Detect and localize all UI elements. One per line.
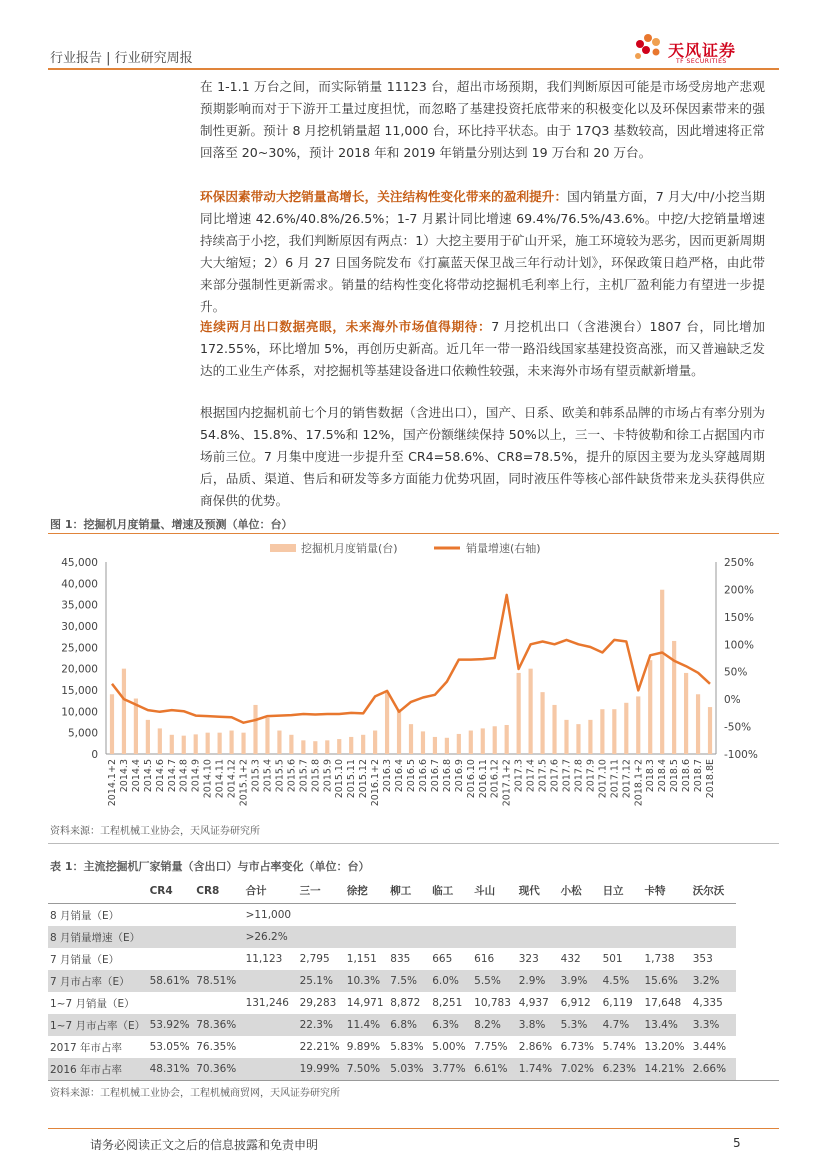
table-cell: 5.3% [559,1014,601,1036]
table-header-cell: 临工 [430,878,472,904]
x-tick-label: 2016.3 [382,759,394,793]
x-tick-label: 2015.7 [298,759,310,793]
bar-monthly-sales [505,725,509,754]
x-tick-label: 2015.9 [322,759,334,793]
market-share-table [48,878,736,1080]
chart-bars [110,590,712,754]
bar-monthly-sales [576,724,580,754]
table-cell: 58.61% [148,970,195,992]
table-cell: 48.31% [148,1058,195,1080]
line-sales-growth [112,595,710,723]
x-tick-label: 2015.11 [346,759,358,799]
table-cell: 4,335 [692,997,723,1009]
table-cell: 2.66% [691,1058,736,1080]
x-tick-label: 2016.4 [394,759,406,793]
table-cell: 76.35% [196,1041,237,1053]
table-cell: 4.5% [601,970,643,992]
table-header-cell: 日立 [601,878,643,904]
table-cell: 53.92% [148,1014,195,1036]
table-cell: 22.21% [299,1041,340,1053]
legend-line-label: 销量增速(右轴) [466,542,541,555]
table-cell: 835 [390,953,411,965]
paragraph-lead: 环保因素带动大挖销量高增长，关注结构性变化带来的盈利提升： [200,189,568,204]
table-cell: 4,937 [518,997,549,1009]
bar-monthly-sales [253,705,257,754]
x-tick-label: 2014.6 [154,759,166,793]
figure-source: 资料来源：工程机械工业协会，天风证券研究所 [50,826,260,837]
bar-monthly-sales [684,673,688,754]
bar-monthly-sales [122,669,126,754]
logo-subtitle: TF SECURITIES [676,58,727,65]
logo-petal-icon [653,49,660,56]
bar-monthly-sales [241,733,245,754]
bar-monthly-sales [361,735,365,754]
table-cell [194,992,243,1014]
y-right-tick-label: -100% [724,749,758,761]
table-source: 资料来源：工程机械工业协会，工程机械商贸网，天风证券研究所 [50,1088,340,1099]
table-row [48,904,736,927]
table-cell [194,926,243,948]
bar-monthly-sales [600,709,604,754]
x-tick-label: 2014.12 [226,759,238,799]
x-tick-label: 2015.5 [274,759,286,793]
table-cell [194,904,243,927]
table-cell: 6,119 [602,997,633,1009]
x-tick-label: 2015.12 [358,759,370,799]
logo-petal-icon [642,46,650,54]
table-header-cell: 卡特 [642,878,690,904]
paragraph-text: 根据国内挖掘机前七个月的销售数据（含进出口），国产、日系、欧美和韩系品牌的市场占有率分别为 54.8%、15.8%、17.5%和 12%，国产份额继续保持 50%以上，三一、卡特彼勒和徐工占据国内市场前三位。7 月集中度进一步提升至 CR4=58.6%、CR8=78.5%，提升的原因主要为龙头穿越周期后，品质、渠道、售后和研发等多方面能力优势巩固，同时液压件等核心部件缺货带来龙头获得供应商保供的优势。 [200,405,765,508]
table-cell [691,904,736,927]
y-right-tick-label: 50% [724,666,748,679]
bar-monthly-sales [469,731,473,754]
table-cell: 323 [518,953,539,965]
paragraph-text: 在 1-1.1 万台之间，而实际销量 11123 台，超出市场预期，我们判断原因可能是市场受房地产悲观预期影响而对于下游开工量过度担忧，而忽略了基建投资托底带来的积极变化以及环保因素带来的强制性更新。预计 8 月挖机销量超 11,000 台，环比持平状态。由于 17Q3 基数较高，因此增速将正常回落至 20~30%，预计 2018 年和 2019 年销量分别达到 19 万台和 20 万台。 [200,79,765,160]
table-cell: 7.50% [345,1058,389,1080]
bar-monthly-sales [206,733,210,754]
bar-monthly-sales [672,641,676,754]
table-header-cell: 小松 [559,878,601,904]
table-cell: 501 [602,953,623,965]
table-cell [298,904,345,927]
table-cell: 4.7% [601,1014,643,1036]
y-right-tick-label: 100% [724,639,755,652]
y-left-tick-label: 40,000 [61,578,98,591]
table-cell: 70.36% [194,1058,243,1080]
table-cell [601,926,643,948]
x-tick-label: 2015.1+2 [238,759,250,807]
table-row [48,992,736,1014]
table-cell [472,926,517,948]
bar-monthly-sales [277,731,281,754]
table-cell: 13.20% [644,1041,685,1053]
table-cell: 5.00% [432,1041,466,1053]
x-tick-label: 2014.11 [214,759,226,799]
footer-divider [48,1128,779,1129]
page-number: 5 [733,1136,741,1150]
bar-monthly-sales [552,705,556,754]
table-title: 表 1：主流挖掘机厂家销量（含出口）与市占率变化（单位：台） [50,860,370,873]
x-tick-label: 2014.3 [118,759,130,793]
table-cell: 11.4% [345,1014,389,1036]
table-cell [559,926,601,948]
table-cell: 10.3% [345,970,389,992]
table-bottom-divider [48,1080,779,1081]
report-category: 行业报告 | 行业研究周报 [50,51,193,66]
x-tick-label: 2017.4 [525,759,537,793]
x-tick-label: 2017.1+2 [501,759,513,807]
y-left-tick-label: 45,000 [61,557,98,569]
bar-monthly-sales [481,728,485,754]
paragraph-text: 7 月挖机出口（含港澳台）1807 台，同比增加 172.55%，环比增加 5%，再创历史新高。近几年一带一路沿线国家基建投资高涨，而又普遍缺乏发达的工业生产体系，对挖掘机等基建设备进口依赖性较强，未来海外市场有望贡献新增量。 [200,319,765,378]
bar-monthly-sales [648,660,652,754]
table-cell: 3.44% [692,1041,727,1053]
logo-petal-icon [652,38,660,46]
table-header-cell: 三一 [298,878,345,904]
bar-monthly-sales [325,740,329,754]
table-cell: 3.9% [559,970,601,992]
y-left-tick-label: 25,000 [61,642,98,655]
bar-monthly-sales [146,720,150,754]
table-cell [148,926,195,948]
table-cell [194,948,243,970]
table-cell: 7.5% [388,970,430,992]
bar-monthly-sales [313,741,317,754]
paragraph-2 [200,186,765,318]
table-row [48,1058,736,1080]
table-cell: 1,738 [644,953,675,965]
table-cell: 13.4% [642,1014,690,1036]
table-cell: 78.51% [194,970,243,992]
x-tick-label: 2016.7 [429,759,441,793]
y-left-tick-label: 0 [91,749,98,761]
y-left-tick-label: 30,000 [61,621,98,633]
bar-monthly-sales [696,694,700,754]
table-cell: 8,872 [390,997,421,1009]
table-cell: 7 月销量（E） [50,953,120,966]
x-tick-label: 2017.8 [573,759,585,793]
x-tick-label: 2014.1+2 [106,759,118,807]
table-cell [244,1014,298,1036]
x-tick-label: 2015.8 [310,759,322,793]
y-right-tick-label: 0% [724,694,741,707]
table-cell: 6.3% [430,1014,472,1036]
table-header-cell: CR8 [194,878,243,904]
figure-divider [48,533,779,534]
paragraph-3 [200,316,765,382]
bar-monthly-sales [397,709,401,754]
table-cell: 14.21% [642,1058,690,1080]
table-cell: >11,000 [245,909,292,921]
table-cell: 7.02% [559,1058,601,1080]
table-cell: 616 [474,953,495,965]
table-cell [345,904,389,927]
table-cell: 10,783 [474,997,511,1009]
chart-x-labels [107,759,716,806]
x-tick-label: 2018.1+2 [633,759,645,807]
table-header-cell: 徐挖 [345,878,389,904]
table-header-cell: 现代 [517,878,559,904]
table-cell: 3.2% [691,970,736,992]
table-cell [642,926,690,948]
y-left-tick-label: 15,000 [61,685,98,697]
x-tick-label: 2015.10 [334,759,346,799]
table-cell: 8.2% [472,1014,517,1036]
x-tick-label: 2017.10 [597,759,609,799]
x-tick-label: 2017.12 [621,759,633,799]
table-cell: 6.0% [430,970,472,992]
table-row [48,970,736,992]
figure-title: 图 1：挖掘机月度销量、增速及预测（单位：台） [50,518,293,531]
x-tick-label: 2015.4 [262,759,274,793]
table-cell: 6.23% [601,1058,643,1080]
bar-monthly-sales [182,736,186,754]
x-tick-label: 2018.7 [693,759,705,793]
x-tick-label: 2016.5 [406,759,417,793]
table-cell: 78.36% [194,1014,243,1036]
table-cell: 17,648 [644,997,682,1009]
y-right-tick-label: 250% [724,557,755,569]
x-tick-label: 2017.3 [513,759,525,793]
table-row [48,948,736,970]
y-left-tick-label: 35,000 [61,599,98,612]
table-cell [472,904,517,927]
x-tick-label: 2016.1+2 [370,759,382,807]
table-cell [148,948,195,970]
y-right-tick-label: 150% [724,611,755,624]
logo-text: 天风证券 [668,41,737,60]
bar-monthly-sales [708,707,712,754]
table-cell: 15.6% [642,970,690,992]
table-cell: 7 月市占率（E） [48,970,148,992]
bar-monthly-sales [373,731,377,754]
table-cell [517,904,559,927]
bar-monthly-sales [110,694,114,754]
bar-monthly-sales [170,735,174,754]
bar-monthly-sales [624,703,628,754]
table-cell [642,904,690,927]
logo-petal-icon [644,34,652,42]
table-cell: 29,283 [299,997,337,1009]
table-cell [244,970,298,992]
table-cell: 8,251 [432,997,463,1009]
table-cell: 6.61% [472,1058,517,1080]
bar-monthly-sales [612,709,616,754]
table-cell: 19.99% [298,1058,345,1080]
x-tick-label: 2016.9 [453,759,465,793]
table-row [48,926,736,948]
bar-monthly-sales [134,699,138,754]
bar-monthly-sales [337,739,341,754]
table-cell [345,926,389,948]
y-left-tick-label: 20,000 [61,663,98,676]
x-tick-label: 2014.10 [202,759,214,799]
x-tick-label: 2014.7 [166,759,178,793]
header-divider [48,68,779,70]
paragraph-lead: 连续两月出口数据亮眼，未来海外市场值得期待： [200,319,492,334]
table-cell: 432 [560,953,581,965]
bar-monthly-sales [265,718,269,754]
table-header-cell [48,878,148,904]
table-cell: 1.74% [517,1058,559,1080]
bar-monthly-sales [289,735,293,754]
table-cell [559,904,601,927]
table-header-row [48,878,736,904]
logo-petal-icon [635,53,641,59]
table-cell: 665 [432,953,453,965]
table-cell: 2.9% [517,970,559,992]
paragraph-text: 国内销量方面，7 月大/中/小挖当期同比增速 42.6%/40.8%/26.5%；1-7 月累计同比增速 69.4%/76.5%/43.6%。中挖/大挖销量增速持续高于小挖，我们判断原因有两点：1）大挖主要用于矿山开采，施工环境较为恶劣，因而更新周期大大缩短；2）6 月 27 日国务院发布《打赢蓝天保卫战三年行动计划》，环保政策日趋严格，由此带来部分强制性更新需求。销量的结构性变化将带动挖掘机毛利率上行，主机厂盈利能力有望进一步提升。 [200,189,765,314]
table-cell: 14,971 [346,997,384,1009]
table-cell [244,1058,298,1080]
table-cell [244,1036,298,1058]
paragraph-1 [200,76,765,164]
table-cell: 353 [692,953,713,965]
y-left-tick-label: 5,000 [67,727,98,740]
chart-line [112,595,710,723]
bar-monthly-sales [421,731,425,754]
y-left-tick-label: 10,000 [61,706,98,719]
chart-legend [270,541,541,555]
table-cell: 3.8% [517,1014,559,1036]
bar-monthly-sales [660,590,664,754]
logo-petal-icon [636,40,644,48]
sales-chart [48,536,779,810]
table-header-cell: 沃尔沃 [691,878,736,904]
bar-monthly-sales [409,724,413,754]
x-tick-label: 2018.8E [705,759,717,799]
table-cell: 5.83% [390,1041,424,1053]
x-tick-label: 2017.11 [609,759,621,799]
x-tick-label: 2014.9 [190,759,202,793]
table-cell [148,904,195,927]
x-tick-label: 2018.5 [669,759,681,793]
table-cell [430,904,472,927]
figure-bottom-divider [48,843,779,844]
x-tick-label: 2018.3 [645,759,657,793]
x-tick-label: 2016.8 [441,759,453,793]
x-tick-label: 2018.6 [681,759,693,793]
table-cell [691,926,736,948]
table-cell: 22.3% [298,1014,345,1036]
table-cell: 1,151 [346,953,377,965]
table-cell: 131,246 [245,997,289,1009]
table-cell [517,926,559,948]
table-header-cell: 斗山 [472,878,517,904]
table-cell: >26.2% [244,926,298,948]
table-cell: 1~7 月销量（E） [50,997,135,1010]
table-cell [388,904,430,927]
table-header-cell: 柳工 [388,878,430,904]
bar-monthly-sales [194,734,198,754]
table-cell [148,992,195,1014]
x-tick-label: 2016.11 [477,759,489,799]
x-tick-label: 2017.7 [561,759,573,793]
x-tick-label: 2017.6 [549,759,561,793]
table-cell: 5.5% [472,970,517,992]
table-cell: 7.75% [474,1041,508,1053]
bar-monthly-sales [229,731,233,754]
bar-monthly-sales [385,692,389,754]
table-row [48,1014,736,1036]
paragraph-4 [200,402,765,512]
legend-bar-label: 挖掘机月度销量(台) [301,542,398,555]
x-tick-label: 2016.10 [465,759,477,799]
legend-bar-swatch [270,544,296,552]
y-right-tick-label: 200% [724,584,755,597]
bar-monthly-sales [517,673,521,754]
table-cell: 6.73% [560,1041,594,1053]
table-cell: 25.1% [298,970,345,992]
bar-monthly-sales [564,720,568,754]
table-cell: 6,912 [560,997,591,1009]
bar-monthly-sales [493,726,497,754]
footer-disclaimer: 请务必阅读正文之后的信息披露和免责申明 [90,1138,319,1152]
table-cell: 6.8% [388,1014,430,1036]
table-cell: 5.03% [388,1058,430,1080]
x-tick-label: 2015.6 [286,759,298,793]
table-cell: 8 月销量（E） [50,909,120,922]
bar-monthly-sales [301,740,305,754]
x-tick-label: 2017.9 [585,759,597,793]
table-cell: 5.74% [602,1041,636,1053]
x-tick-label: 2014.8 [178,759,190,793]
bar-monthly-sales [349,737,353,754]
x-tick-label: 2014.4 [130,759,142,793]
bar-monthly-sales [433,737,437,754]
table-cell: 1~7 月市占率（E） [48,1014,148,1036]
table-cell [430,926,472,948]
table-header-cell: 合计 [244,878,298,904]
table-cell [388,926,430,948]
x-tick-label: 2017.5 [537,759,549,793]
x-tick-label: 2018.4 [657,759,669,793]
table-cell: 2017 年市占率 [50,1041,123,1054]
y-right-tick-label: -50% [724,721,752,734]
table-body [48,904,736,1081]
bar-monthly-sales [457,734,461,754]
table-cell: 11,123 [245,953,283,965]
table-cell: 2.86% [518,1041,553,1053]
table-cell: 2016 年市占率 [48,1058,148,1080]
table-cell: 3.77% [430,1058,472,1080]
table-cell [298,926,345,948]
bar-monthly-sales [540,692,544,754]
bar-monthly-sales [158,728,162,754]
bar-monthly-sales [218,733,222,754]
table-header-cell: CR4 [148,878,195,904]
bar-monthly-sales [588,720,592,754]
table-cell: 53.05% [149,1041,190,1053]
x-tick-label: 2015.3 [250,759,262,793]
table-row [48,1036,736,1058]
x-tick-label: 2016.12 [489,759,501,799]
bar-monthly-sales [529,669,533,754]
table-cell: 9.89% [346,1041,381,1053]
table-cell: 8 月销量增速（E） [48,926,148,948]
table-cell: 3.3% [691,1014,736,1036]
bar-monthly-sales [636,696,640,754]
x-tick-label: 2014.5 [142,759,154,793]
x-tick-label: 2016.6 [417,759,429,793]
bar-monthly-sales [445,738,449,754]
table-cell: 2,795 [299,953,330,965]
table-cell [601,904,643,927]
